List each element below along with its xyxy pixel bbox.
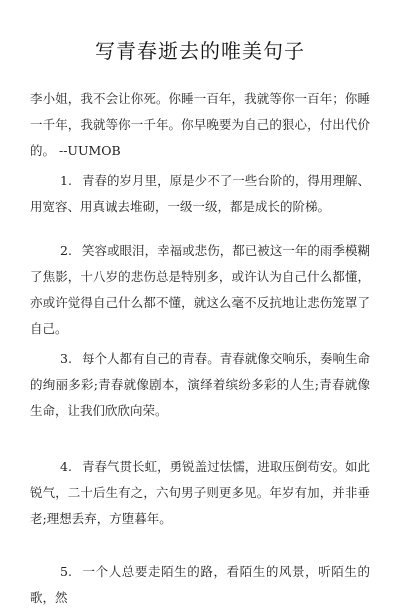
paragraph-text: 每个人都有自己的青春。青春就像交响乐，奏响生命的绚丽多彩;青春就像剧本，演绎着缤纷多彩的人生;青春就像生命，让我们欣欣向荣。 <box>30 351 370 418</box>
paragraph-text: 青春的岁月里，原是少不了一些台阶的，得用理解、用宽容、用真诚去堆砌，一级一级，都是成长的阶梯。 <box>30 173 370 214</box>
paragraph-number: 1. <box>60 173 72 188</box>
numbered-paragraph-1 <box>30 168 370 220</box>
paragraph-number: 2. <box>60 243 72 258</box>
numbered-paragraph-5 <box>30 559 370 611</box>
paragraph-text: 一个人总要走陌生的路，看陌生的风景，听陌生的歌，然 <box>30 564 370 605</box>
page-title: 写青春逝去的唯美句子 <box>95 39 305 63</box>
numbered-paragraph-4 <box>30 454 370 532</box>
paragraph-text: 笑容或眼泪，幸福或悲伤，都已被这一年的雨季模糊了焦影，十八岁的悲伤总是特别多，或许认为自己什么都懂，亦或许觉得自己什么都不懂，就这么毫不反抗地让悲伤笼罩了自己。 <box>30 243 370 336</box>
numbered-paragraph-2 <box>30 238 370 342</box>
paragraph-text: 青春气贯长虹，勇锐盖过怯懦，进取压倒苟安。如此锐气，二十后生有之，六旬男子则更多见。年岁有加，并非垂老;理想丢弃，方堕暮年。 <box>30 459 370 526</box>
paragraph-number: 5. <box>60 564 72 579</box>
paragraph-number: 4. <box>60 459 72 474</box>
numbered-paragraph-3 <box>30 346 370 424</box>
intro-paragraph: 李小姐，我不会让你死。你睡一百年，我就等你一百年；你睡一千年，我就等你一千年。你早晚要为自己的狠心，付出代价的。 --UUMOB <box>30 91 370 158</box>
paragraph-number: 3. <box>60 351 72 366</box>
